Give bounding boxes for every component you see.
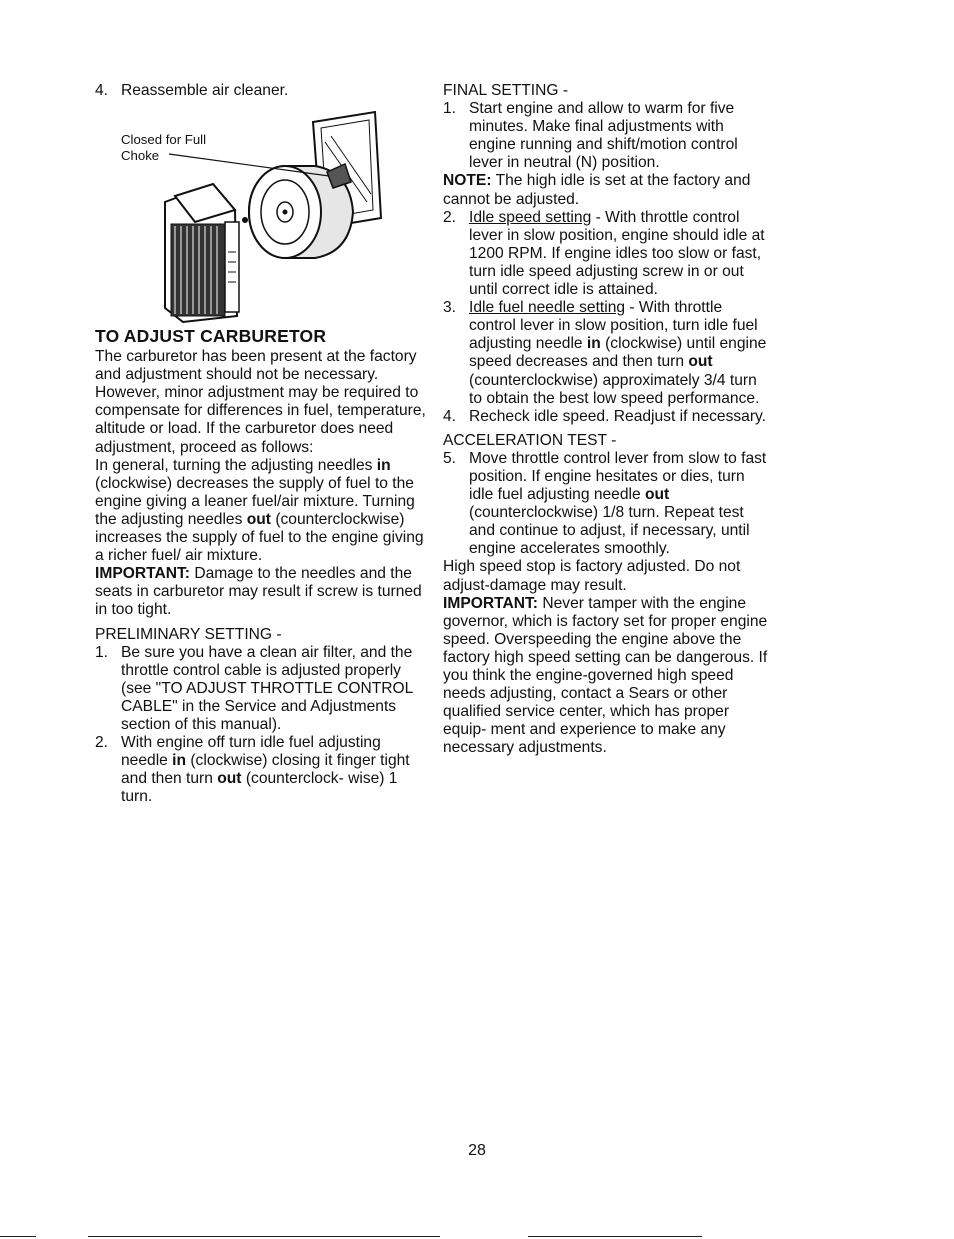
note: NOTE: The high idle is set at the factory and cannot be adjusted. xyxy=(443,172,751,208)
final-setting-heading: FINAL SETTING - xyxy=(443,82,569,99)
air-cleaner-figure xyxy=(95,102,415,326)
footer-rule-2 xyxy=(88,1236,440,1237)
reassemble-step xyxy=(95,82,427,100)
general-paragraph: In general, turning the adjusting needles in (clockwise) decreases the supply of fuel to the engine giving a leaner fuel/air mixture. Turning the adjusting needles out (counterclockwise) increases the supply of fuel to the engine giving a richer fuel/ air mixture. xyxy=(95,456,424,565)
high-speed-paragraph: High speed stop is factory adjusted. Do not adjust-damage may result. xyxy=(443,558,741,594)
final-item-3: 3. Idle fuel needle setting - With throttle control lever in slow position, turn idle fuel adjusting needle in (clockwise) until engine speed decreases and then turn out (counterclockwise) approximately 3/4 turn to obtain the best low speed performance. xyxy=(443,299,767,407)
idle-speed-setting-title: Idle speed setting xyxy=(469,208,592,226)
choke-callout xyxy=(121,132,206,164)
step-text: Reassemble air cleaner. xyxy=(121,82,289,99)
final-item-4: 4. Recheck idle speed. Readjust if necessary. xyxy=(443,407,767,425)
final-item-1: 1. Start engine and allow to warm for five minutes. Make final adjustments with engine running and shift/motion control lever in neutral (N) position. xyxy=(443,100,738,172)
prelim-item-1: 1. Be sure you have a clean air filter, and the throttle control cable is adjusted properly (see "TO ADJUST THROTTLE CONTROL CABLE" in the Service and Adjustments section of this manual). xyxy=(95,643,413,733)
footer-rule-3 xyxy=(528,1236,702,1237)
section-heading: TO ADJUST CARBURETOR xyxy=(95,326,327,347)
idle-fuel-needle-title: Idle fuel needle setting xyxy=(469,299,626,317)
page-number: 28 xyxy=(468,1142,486,1159)
footer-rule-1 xyxy=(0,1236,36,1237)
right-column xyxy=(443,82,771,757)
prelim-item-2: 2. With engine off turn idle fuel adjusting needle in (clockwise) closing it finger tight and then turn out (counterclock- wise) 1 turn. xyxy=(95,734,410,806)
accel-item-5: 5. Move throttle control lever from slow to fast position. If engine hesitates or dies, turn idle fuel adjusting needle out (counterclockwise) 1/8 turn. Repeat test and continue to adjust, if necessary, until engine accelerates smoothly. xyxy=(443,449,767,558)
callout-line-2: Choke xyxy=(121,148,160,164)
step-number: 4. xyxy=(95,82,109,99)
left-column xyxy=(95,82,427,806)
important-note: IMPORTANT: Damage to the needles and the seats in carburetor may result if screw is turned in too tight. xyxy=(95,565,422,619)
intro-paragraph: The carburetor has been present at the factory and adjustment should not be necessary. However, minor adjustment may be required to compensate for differences in fuel, temperature, altitude or load. If the carburetor does need adjustment, proceed as follows: xyxy=(95,348,426,456)
important-governor-note: IMPORTANT: Never tamper with the engine governor, which is factory set for proper engine speed. Overspeeding the engine above the factory high speed setting can be dangerous. If you think the engine-governed high speed needs adjusting, contact a Sears or other qualified service center, which has proper equip- ment and experience to make any necessary adjustments. xyxy=(443,594,768,757)
final-item-2: 2. Idle speed setting - With throttle control lever in slow position, engine should idle at 1200 RPM. If engine idles too slow or fast, turn idle speed adjusting screw in or out until correct idle is attained. xyxy=(443,208,765,299)
callout-line-1: Closed for Full xyxy=(121,132,207,148)
preliminary-heading: PRELIMINARY SETTING - xyxy=(95,625,282,643)
acceleration-test-heading: ACCELERATION TEST - xyxy=(443,431,617,449)
